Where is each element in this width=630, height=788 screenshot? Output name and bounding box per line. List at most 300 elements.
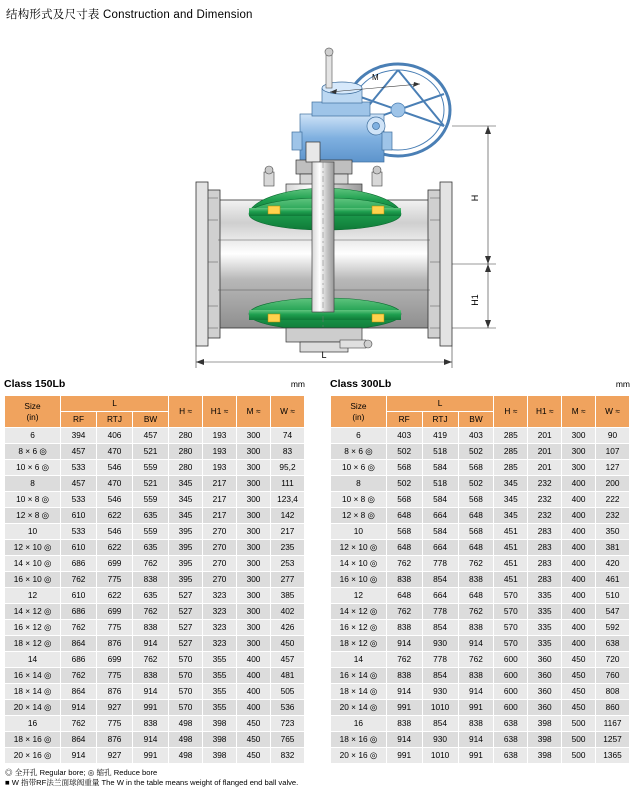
cell-size: 16 × 12 ◎ <box>331 620 387 636</box>
cell-h: 600 <box>494 652 528 668</box>
cell-rf: 457 <box>61 476 97 492</box>
cell-rf: 648 <box>386 540 422 556</box>
cell-size: 6 <box>5 428 61 444</box>
cell-rf: 568 <box>386 492 422 508</box>
cell-m: 400 <box>237 684 271 700</box>
cell-rtj: 775 <box>97 572 133 588</box>
cell-rtj: 778 <box>422 652 458 668</box>
cell-rf: 838 <box>386 620 422 636</box>
table-row <box>5 700 305 716</box>
cell-rf: 864 <box>61 684 97 700</box>
cell-rf: 394 <box>61 428 97 444</box>
cell-size: 16 × 14 ◎ <box>5 668 61 684</box>
cell-h: 395 <box>169 556 203 572</box>
cell-rf: 610 <box>61 588 97 604</box>
cell-h1: 270 <box>203 556 237 572</box>
table-row <box>331 524 630 540</box>
cell-size: 16 × 12 ◎ <box>5 620 61 636</box>
cell-size: 18 × 14 ◎ <box>331 684 387 700</box>
cell-size: 20 × 14 ◎ <box>331 700 387 716</box>
cell-h1: 335 <box>528 604 562 620</box>
cell-w: 123,4 <box>271 492 305 508</box>
cell-rf: 838 <box>386 716 422 732</box>
cell-w: 505 <box>271 684 305 700</box>
dimension-table-class300 <box>330 395 630 764</box>
cell-rtj: 622 <box>97 508 133 524</box>
cell-rf: 991 <box>386 700 422 716</box>
cell-h: 600 <box>494 684 528 700</box>
cell-bw: 502 <box>458 444 494 460</box>
cell-rtj: 775 <box>97 620 133 636</box>
cell-bw: 838 <box>133 620 169 636</box>
cell-size: 10 × 6 ◎ <box>331 460 387 476</box>
cell-m: 300 <box>237 524 271 540</box>
table-row <box>331 588 630 604</box>
cell-size: 6 <box>331 428 387 444</box>
cell-rtj: 699 <box>97 556 133 572</box>
table-unit-class300: mm <box>615 379 630 389</box>
cell-h1: 201 <box>528 428 562 444</box>
cell-h: 280 <box>169 428 203 444</box>
cell-h: 280 <box>169 444 203 460</box>
cell-rf: 762 <box>386 652 422 668</box>
table-row <box>331 604 630 620</box>
cell-m: 300 <box>237 508 271 524</box>
cell-h: 570 <box>169 700 203 716</box>
cell-h1: 217 <box>203 508 237 524</box>
table-row <box>331 428 630 444</box>
cell-h: 395 <box>169 524 203 540</box>
cell-m: 300 <box>237 620 271 636</box>
cell-size: 18 × 12 ◎ <box>5 636 61 652</box>
cell-rf: 533 <box>61 492 97 508</box>
cell-h1: 217 <box>203 476 237 492</box>
cell-bw: 838 <box>133 716 169 732</box>
table-row <box>5 556 305 572</box>
cell-size: 16 × 10 ◎ <box>5 572 61 588</box>
table-header-row <box>331 396 630 412</box>
cell-m: 300 <box>562 444 596 460</box>
cell-m: 400 <box>562 636 596 652</box>
cell-size: 16 <box>331 716 387 732</box>
cell-m: 300 <box>237 556 271 572</box>
cell-size: 8 × 6 ◎ <box>331 444 387 460</box>
cell-rf: 686 <box>61 652 97 668</box>
cell-bw: 838 <box>458 620 494 636</box>
cell-rf: 914 <box>61 700 97 716</box>
cell-h1: 232 <box>528 492 562 508</box>
cell-bw: 648 <box>458 588 494 604</box>
table-header-row <box>5 396 305 412</box>
footnote-weight: ■ W 指带RF法兰面球阀重量 The W in the table means weight of flanged end ball valve. <box>5 778 299 787</box>
cell-rf: 533 <box>61 460 97 476</box>
cell-w: 83 <box>271 444 305 460</box>
cell-rtj: 876 <box>97 732 133 748</box>
cell-bw: 502 <box>458 476 494 492</box>
cell-rtj: 1010 <box>422 700 458 716</box>
cell-rtj: 854 <box>422 716 458 732</box>
cell-m: 450 <box>562 684 596 700</box>
cell-w: 536 <box>271 700 305 716</box>
cell-rtj: 664 <box>422 508 458 524</box>
cell-h1: 323 <box>203 588 237 604</box>
cell-h: 451 <box>494 572 528 588</box>
cell-m: 450 <box>562 700 596 716</box>
table-body-class300 <box>331 428 630 764</box>
cell-rf: 686 <box>61 604 97 620</box>
cell-size: 18 × 16 ◎ <box>331 732 387 748</box>
cell-h1: 232 <box>528 508 562 524</box>
table-title-class150: Class 150Lb <box>4 378 66 390</box>
cell-rf: 610 <box>61 540 97 556</box>
cell-rf: 762 <box>61 620 97 636</box>
header-w: W ≈ <box>596 396 630 428</box>
label-m: M <box>372 73 379 82</box>
header-h1: H1 ≈ <box>528 396 562 428</box>
table-row <box>5 668 305 684</box>
cell-m: 400 <box>562 508 596 524</box>
cell-m: 450 <box>237 748 271 764</box>
cell-w: 808 <box>596 684 630 700</box>
cell-h: 638 <box>494 732 528 748</box>
cell-rf: 762 <box>61 572 97 588</box>
cell-rtj: 854 <box>422 620 458 636</box>
cell-rtj: 699 <box>97 604 133 620</box>
cell-size: 14 × 10 ◎ <box>331 556 387 572</box>
cell-w: 481 <box>271 668 305 684</box>
cell-m: 300 <box>237 540 271 556</box>
cell-m: 400 <box>562 492 596 508</box>
cell-h: 345 <box>494 508 528 524</box>
cell-m: 400 <box>237 652 271 668</box>
table-row <box>331 508 630 524</box>
table-row <box>5 572 305 588</box>
cell-bw: 762 <box>458 652 494 668</box>
cell-size: 20 × 14 ◎ <box>5 700 61 716</box>
cell-m: 400 <box>237 700 271 716</box>
cell-size: 14 × 12 ◎ <box>5 604 61 620</box>
cell-bw: 559 <box>133 460 169 476</box>
table-row <box>5 508 305 524</box>
table-row <box>5 636 305 652</box>
cell-w: 381 <box>596 540 630 556</box>
cell-h1: 335 <box>528 620 562 636</box>
cell-h: 527 <box>169 620 203 636</box>
header-l-group: L <box>61 396 169 412</box>
table-row <box>5 684 305 700</box>
cell-h: 498 <box>169 716 203 732</box>
table-row <box>5 748 305 764</box>
cell-size: 14 <box>331 652 387 668</box>
cell-size: 8 × 6 ◎ <box>5 444 61 460</box>
table-row <box>5 540 305 556</box>
cell-m: 400 <box>562 588 596 604</box>
footnotes <box>5 768 625 788</box>
cell-bw: 635 <box>133 540 169 556</box>
cell-rf: 762 <box>61 716 97 732</box>
cell-size: 18 × 14 ◎ <box>5 684 61 700</box>
cell-h: 280 <box>169 460 203 476</box>
cell-h1: 323 <box>203 620 237 636</box>
cell-w: 107 <box>596 444 630 460</box>
cell-bw: 762 <box>458 604 494 620</box>
cell-rf: 568 <box>386 524 422 540</box>
cell-h: 570 <box>494 636 528 652</box>
cell-bw: 568 <box>458 492 494 508</box>
cell-h1: 270 <box>203 572 237 588</box>
cell-h: 527 <box>169 636 203 652</box>
page-title: 结构形式及尺寸表 Construction and Dimension <box>6 9 253 21</box>
cell-h1: 283 <box>528 540 562 556</box>
cell-w: 765 <box>271 732 305 748</box>
cell-m: 400 <box>562 476 596 492</box>
cell-w: 860 <box>596 700 630 716</box>
table-row <box>331 572 630 588</box>
cell-m: 300 <box>237 572 271 588</box>
cell-h: 570 <box>169 684 203 700</box>
cell-bw: 559 <box>133 492 169 508</box>
cell-h1: 398 <box>528 716 562 732</box>
cell-size: 16 × 10 ◎ <box>331 572 387 588</box>
cell-m: 300 <box>237 428 271 444</box>
table-row <box>5 476 305 492</box>
cell-rf: 914 <box>386 732 422 748</box>
cell-h1: 360 <box>528 700 562 716</box>
cell-bw: 914 <box>458 732 494 748</box>
cell-rtj: 930 <box>422 684 458 700</box>
cell-bw: 914 <box>458 684 494 700</box>
cell-h1: 201 <box>528 444 562 460</box>
cell-w: 760 <box>596 668 630 684</box>
cell-rf: 502 <box>386 476 422 492</box>
header-h1: H1 ≈ <box>203 396 237 428</box>
header-m: M ≈ <box>562 396 596 428</box>
cell-rtj: 778 <box>422 556 458 572</box>
table-row <box>331 476 630 492</box>
cell-bw: 648 <box>458 508 494 524</box>
cell-m: 300 <box>562 428 596 444</box>
table-row <box>5 588 305 604</box>
table-row <box>5 620 305 636</box>
cell-bw: 635 <box>133 508 169 524</box>
cell-bw: 914 <box>133 636 169 652</box>
cell-rf: 864 <box>61 732 97 748</box>
cell-h1: 360 <box>528 684 562 700</box>
cell-h1: 360 <box>528 652 562 668</box>
table-row <box>5 444 305 460</box>
cell-w: 95,2 <box>271 460 305 476</box>
cell-w: 547 <box>596 604 630 620</box>
dimension-table-class150 <box>4 395 305 764</box>
header-h: H ≈ <box>494 396 528 428</box>
cell-size: 20 × 16 ◎ <box>5 748 61 764</box>
cell-size: 12 × 10 ◎ <box>5 540 61 556</box>
cell-rtj: 876 <box>97 636 133 652</box>
cell-rf: 762 <box>386 556 422 572</box>
cell-rf: 762 <box>61 668 97 684</box>
cell-size: 14 × 10 ◎ <box>5 556 61 572</box>
cell-size: 16 <box>5 716 61 732</box>
cell-h1: 355 <box>203 684 237 700</box>
cell-rtj: 930 <box>422 732 458 748</box>
table-block-class300 <box>330 378 630 764</box>
cell-h1: 270 <box>203 524 237 540</box>
cell-w: 592 <box>596 620 630 636</box>
cell-h: 570 <box>494 620 528 636</box>
cell-m: 300 <box>562 460 596 476</box>
table-row <box>331 748 630 764</box>
cell-bw: 838 <box>458 716 494 732</box>
cell-rf: 610 <box>61 508 97 524</box>
table-row <box>331 732 630 748</box>
cell-h: 570 <box>494 604 528 620</box>
valve-drawing <box>0 22 630 370</box>
cell-h1: 193 <box>203 460 237 476</box>
table-title-class300: Class 300Lb <box>330 378 392 390</box>
cell-size: 18 × 12 ◎ <box>331 636 387 652</box>
cell-bw: 838 <box>458 668 494 684</box>
cell-size: 14 × 12 ◎ <box>331 604 387 620</box>
cell-rtj: 470 <box>97 476 133 492</box>
cell-h1: 335 <box>528 636 562 652</box>
cell-bw: 457 <box>133 428 169 444</box>
cell-m: 400 <box>562 524 596 540</box>
cell-m: 450 <box>562 652 596 668</box>
cell-rtj: 406 <box>97 428 133 444</box>
cell-w: 385 <box>271 588 305 604</box>
cell-h1: 398 <box>528 732 562 748</box>
cell-w: 1365 <box>596 748 630 764</box>
cell-w: 235 <box>271 540 305 556</box>
cell-bw: 568 <box>458 524 494 540</box>
cell-h1: 217 <box>203 492 237 508</box>
cell-bw: 521 <box>133 444 169 460</box>
cell-m: 500 <box>562 716 596 732</box>
table-row <box>5 460 305 476</box>
cell-h: 285 <box>494 444 528 460</box>
cell-m: 400 <box>562 604 596 620</box>
cell-bw: 914 <box>458 636 494 652</box>
cell-size: 12 × 8 ◎ <box>5 508 61 524</box>
cell-rf: 914 <box>386 636 422 652</box>
cell-rtj: 876 <box>97 684 133 700</box>
cell-rf: 864 <box>61 636 97 652</box>
cell-h: 451 <box>494 540 528 556</box>
cell-rf: 762 <box>386 604 422 620</box>
cell-w: 127 <box>596 460 630 476</box>
cell-w: 723 <box>271 716 305 732</box>
cell-size: 12 <box>331 588 387 604</box>
cell-rtj: 775 <box>97 668 133 684</box>
cell-size: 10 <box>331 524 387 540</box>
table-row <box>331 540 630 556</box>
table-row <box>5 428 305 444</box>
table-unit-class150: mm <box>290 379 305 389</box>
cell-rf: 533 <box>61 524 97 540</box>
cell-h: 345 <box>169 508 203 524</box>
cell-m: 300 <box>237 604 271 620</box>
cell-rf: 838 <box>386 668 422 684</box>
cell-bw: 762 <box>133 652 169 668</box>
cell-rtj: 622 <box>97 540 133 556</box>
cell-m: 300 <box>237 492 271 508</box>
cell-size: 10 × 8 ◎ <box>331 492 387 508</box>
cell-rtj: 518 <box>422 476 458 492</box>
footnote-bore: ◎ 全开孔 Regular bore; ◎ 缩孔 Reduce bore <box>5 768 158 777</box>
cell-h1: 283 <box>528 556 562 572</box>
cell-h1: 398 <box>203 716 237 732</box>
cell-h: 285 <box>494 460 528 476</box>
cell-bw: 914 <box>133 732 169 748</box>
cell-h1: 283 <box>528 524 562 540</box>
cell-size: 10 <box>5 524 61 540</box>
cell-w: 350 <box>596 524 630 540</box>
cell-h: 345 <box>494 476 528 492</box>
cell-h: 345 <box>169 476 203 492</box>
cell-rtj: 1010 <box>422 748 458 764</box>
cell-h: 527 <box>169 604 203 620</box>
header-rf: RF <box>386 412 422 428</box>
cell-rf: 686 <box>61 556 97 572</box>
cell-rtj: 518 <box>422 444 458 460</box>
table-row <box>5 524 305 540</box>
cell-rf: 648 <box>386 588 422 604</box>
cell-size: 10 × 8 ◎ <box>5 492 61 508</box>
cell-rf: 457 <box>61 444 97 460</box>
cell-size: 14 <box>5 652 61 668</box>
cell-rf: 568 <box>386 460 422 476</box>
cell-bw: 762 <box>458 556 494 572</box>
cell-rtj: 546 <box>97 460 133 476</box>
table-row <box>331 652 630 668</box>
cell-w: 217 <box>271 524 305 540</box>
cell-w: 253 <box>271 556 305 572</box>
label-h1: H1 <box>470 294 480 306</box>
header-bw: BW <box>133 412 169 428</box>
cell-m: 450 <box>237 732 271 748</box>
table-row <box>331 700 630 716</box>
cell-h: 570 <box>169 652 203 668</box>
cell-w: 90 <box>596 428 630 444</box>
cell-m: 400 <box>562 556 596 572</box>
table-row <box>331 716 630 732</box>
cell-size: 16 × 14 ◎ <box>331 668 387 684</box>
cell-w: 222 <box>596 492 630 508</box>
cell-h: 638 <box>494 748 528 764</box>
cell-size: 12 × 8 ◎ <box>331 508 387 524</box>
cell-h: 451 <box>494 556 528 572</box>
cell-size: 18 × 16 ◎ <box>5 732 61 748</box>
cell-rtj: 927 <box>97 748 133 764</box>
cell-rtj: 930 <box>422 636 458 652</box>
cell-size: 20 × 16 ◎ <box>331 748 387 764</box>
table-row <box>331 460 630 476</box>
cell-rtj: 699 <box>97 652 133 668</box>
header-size: Size (in) <box>5 396 61 428</box>
cell-rf: 648 <box>386 508 422 524</box>
cell-rf: 914 <box>386 684 422 700</box>
cell-m: 300 <box>237 636 271 652</box>
cell-rtj: 419 <box>422 428 458 444</box>
label-l: L <box>321 350 327 360</box>
cell-rtj: 664 <box>422 588 458 604</box>
cell-h: 498 <box>169 732 203 748</box>
cell-rtj: 622 <box>97 588 133 604</box>
cell-h: 285 <box>494 428 528 444</box>
header-rf: RF <box>61 412 97 428</box>
cell-bw: 991 <box>458 700 494 716</box>
cell-h: 527 <box>169 588 203 604</box>
